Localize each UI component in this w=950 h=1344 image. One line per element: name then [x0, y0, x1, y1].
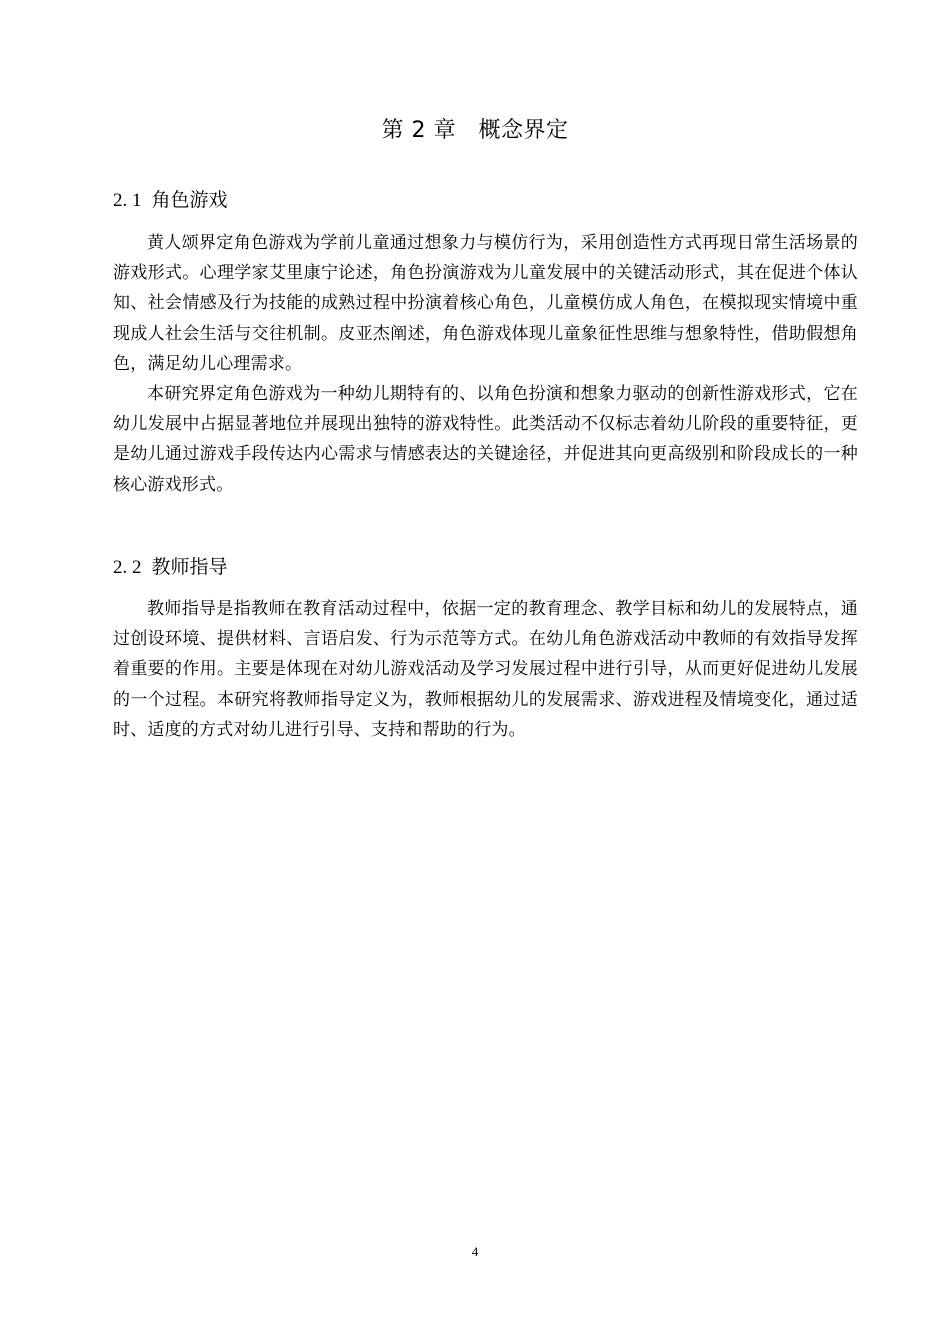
- section-heading-2-2: [113, 552, 228, 583]
- section-title-text: 教师指导: [151, 556, 228, 578]
- section-number: 2. 2: [113, 557, 142, 578]
- chapter-title: 第 2 章 概念界定: [381, 118, 569, 143]
- page-number: 4: [471, 1244, 479, 1259]
- paragraph: 本研究界定角色游戏为一种幼儿期特有的、以角色扮演和想象力驱动的创新性游戏形式，它在幼儿发展中占据显著地位并展现出独特的游戏特性。此类活动不仅标志着幼儿阶段的重要特征，更是幼儿通过游戏手段传达内心需求与情感表达的关键途径，并促进其向更高级别和阶段成长的一种核心游戏形式。: [113, 384, 858, 495]
- section-number: 2. 1: [113, 190, 142, 211]
- section-title-text: 角色游戏: [151, 189, 228, 211]
- section-heading-2-1: [113, 185, 228, 216]
- section-body-2-2: [113, 594, 858, 745]
- paragraph: 教师指导是指教师在教育活动过程中，依据一定的教育理念、教学目标和幼儿的发展特点，通过创设环境、提供材料、言语启发、行为示范等方式。在幼儿角色游戏活动中教师的有效指导发挥着重要的作用。主要是体现在对幼儿游戏活动及学习发展过程中进行引导，从而更好促进幼儿发展的一个过程。本研究将教师指导定义为，教师根据幼儿的发展需求、游戏进程及情境变化，通过适时、适度的方式对幼儿进行引导、支持和帮助的行为。: [113, 599, 858, 740]
- paragraph: 黄人颂界定角色游戏为学前儿童通过想象力与模仿行为，采用创造性方式再现日常生活场景的游戏形式。心理学家艾里康宁论述，角色扮演游戏为儿童发展中的关键活动形式，其在促进个体认知、社会情感及行为技能的成熟过程中扮演着核心角色，儿童模仿成人角色，在模拟现实情境中重现成人社会生活与交往机制。皮亚杰阐述，角色游戏体现儿童象征性思维与想象特性，借助假想角色，满足幼儿心理需求。: [113, 233, 858, 374]
- section-body-2-1: [113, 228, 858, 500]
